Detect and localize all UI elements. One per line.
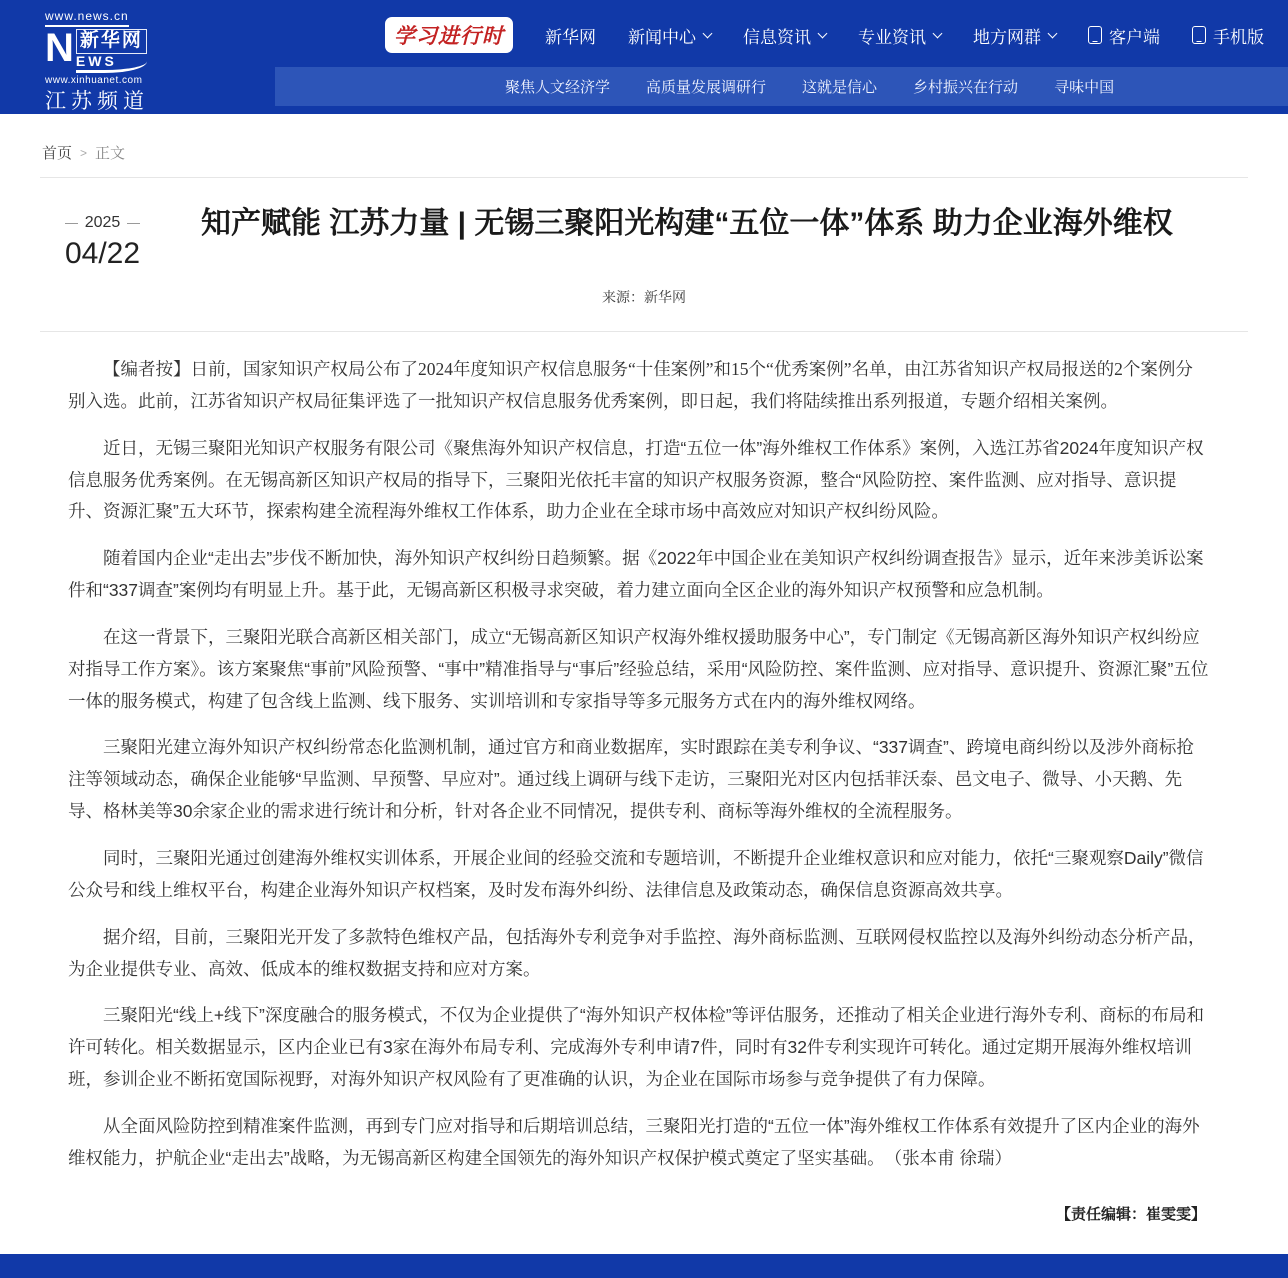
nav-item-label: 信息资讯 xyxy=(743,27,811,47)
subnav-item[interactable]: 这就是信心 xyxy=(802,79,878,96)
subnav-item[interactable]: 聚焦人文经济学 xyxy=(505,79,611,96)
xinhuanet-logo[interactable] xyxy=(45,7,149,128)
breadcrumb-home-link[interactable]: 首页 xyxy=(42,145,73,162)
article-body xyxy=(40,332,1248,1175)
nav-item[interactable] xyxy=(1192,23,1264,48)
chevron-down-icon xyxy=(933,28,943,38)
article-paragraph: 三聚阳光“线上+线下”深度融合的服务模式，不仅为企业提供了“海外知识产权体检”等评估服务，还推动了相关企业进行海外专利、商标的布局和许可转化。相关数据显示，区内企业已有3家在海外布局专利、完成海外专利申请7件，同时有32件专利实现许可转化。通过定期开展海外维权培训班，参训企业不断拓宽国际视野，对海外知识产权风险有了更准确的认识，为企业在国际市场参与竞争提供了有力保障。 xyxy=(68,1005,1205,1090)
article-paragraph: 同时，三聚阳光通过创建海外维权实训体系，开展企业间的经验交流和专题培训，不断提升企业维权意识和应对能力，依托“三聚观察Daily”微信公众号和线上维权平台，构建企业海外知识产权档案，及时发布海外纠纷、法律信息及政策动态，确保信息资源高效共享。 xyxy=(68,847,1204,900)
mobile-phone-icon xyxy=(1192,26,1206,44)
nav-item[interactable] xyxy=(743,23,826,48)
chevron-down-icon xyxy=(818,28,828,38)
main-content xyxy=(0,114,1288,1254)
article-paragraph: 近日，无锡三聚阳光知识产权服务有限公司《聚焦海外知识产权信息，打造“五位一体”海外维权工作体系》案例，入选江苏省2024年度知识产权信息服务优秀案例。在无锡高新区知识产权局的指导下，三聚阳光依托丰富的知识产权服务资源，整合“风险防控、案件监测、应对指导、意识提升、资源汇聚”五大环节，探索构建全流程海外维权工作体系，助力企业在全球市场中高效应对知识产权纠纷风险。 xyxy=(68,437,1204,522)
xuexi-jinxingshi-badge[interactable]: 学习进行时 xyxy=(385,17,513,53)
article-date-year: 2025 xyxy=(40,214,165,232)
article-paragraph: 据介绍，目前，三聚阳光开发了多款特色维权产品，包括海外专利竞争对手监控、海外商标监测、互联网侵权监控以及海外纠纷动态分析产品，为企业提供专业、高效、低成本的维权数据支持和应对方案。 xyxy=(68,926,1206,979)
breadcrumb-separator: > xyxy=(80,145,88,160)
logo-brand-cn: 新华网 xyxy=(76,29,147,54)
subnav-item[interactable]: 寻味中国 xyxy=(1054,79,1115,96)
channel-name: 江苏频道 xyxy=(45,90,149,114)
article-header xyxy=(40,178,1248,271)
nav-item[interactable] xyxy=(858,23,941,48)
nav-item[interactable] xyxy=(628,23,711,48)
article-paragraph: 随着国内企业“走出去”步伐不断加快，海外知识产权纠纷日趋频繁。据《2022年中国企业在美知识产权纠纷调查报告》显示，近年来涉美诉讼案件和“337调查”案例均有明显上升。基于此，无锡高新区积极寻求突破，着力建立面向全区企业的海外知识产权预警和应急机制。 xyxy=(68,548,1204,601)
subnav-item[interactable]: 乡村振兴在行动 xyxy=(913,79,1019,96)
article-paragraph: 三聚阳光建立海外知识产权纠纷常态化监测机制，通过官方和商业数据库，实时跟踪在美专利争议、“337调查”、跨境电商纠纷以及涉外商标抢注等领域动态，确保企业能够“早监测、早预警、早应对”。通过线上调研与线下走访，三聚阳光对区内包括菲沃泰、邑文电子、微导、小天鹅、先导、格林美等30余家企业的需求进行统计和分析，针对各企业不同情况，提供专利、商标等海外维权的全流程服务。 xyxy=(68,737,1194,822)
breadcrumb-current: 正文 xyxy=(95,145,126,162)
logo-url-top: www.news.cn xyxy=(45,10,129,27)
logo-letter-n: N xyxy=(45,26,74,71)
subnav-band xyxy=(275,67,1288,106)
chevron-down-icon xyxy=(1048,28,1058,38)
nav-item-label: 手机版 xyxy=(1213,27,1264,47)
breadcrumb xyxy=(40,114,1248,178)
article-source: 来源：新华网 xyxy=(602,289,686,305)
nav-item-label: 新闻中心 xyxy=(628,27,696,47)
main-nav xyxy=(545,23,1264,48)
logo-letters-ews: EWS xyxy=(76,54,147,73)
chevron-down-icon xyxy=(703,28,713,38)
nav-item-label: 地方网群 xyxy=(973,27,1041,47)
article-date-day: 04/22 xyxy=(64,237,141,270)
editor-credit: 【责任编辑：崔雯雯】 xyxy=(1055,1205,1206,1223)
channel-url: js.xinhuanet.com xyxy=(45,116,129,128)
article-title: 知产赋能 江苏力量 | 无锡三聚阳光构建“五位一体”体系 助力企业海外维权 xyxy=(201,207,1173,240)
article-paragraph: 【编者按】日前，国家知识产权局公布了2024年度知识产权信息服务“十佳案例”和15个“优秀案例”名单，由江苏省知识产权局报送的2个案例分别入选。此前，江苏省知识产权局征集评选了一批知识产权信息服务优秀案例，即日起，我们将陆续推出系列报道，专题介绍相关案例。 xyxy=(68,359,1193,411)
subnav-item[interactable]: 高质量发展调研行 xyxy=(646,79,767,96)
article-paragraph: 从全面风险防控到精准案件监测，再到专门应对指导和后期培训总结，三聚阳光打造的“五位一体”海外维权工作体系有效提升了区内企业的海外维权能力，护航企业“走出去”战略，为无锡高新区构建全国领先的海外知识产权保护模式奠定了坚实基础。 （张本甫 徐瑞） xyxy=(68,1115,1200,1168)
main-nav-area xyxy=(385,18,1264,52)
news-logo xyxy=(45,26,149,73)
footer-bar xyxy=(0,1254,1288,1278)
nav-item[interactable] xyxy=(545,23,596,48)
app-client-icon xyxy=(1088,26,1102,44)
nav-item-label: 专业资讯 xyxy=(858,27,926,47)
nav-item-label: 客户端 xyxy=(1109,27,1160,47)
site-header xyxy=(0,0,1288,128)
article-paragraph: 在这一背景下，三聚阳光联合高新区相关部门，成立“无锡高新区知识产权海外维权援助服务中心”，专门制定《无锡高新区海外知识产权纠纷应对指导工作方案》。该方案聚焦“事前”风险预警、“事中”精准指导与“事后”经验总结，采用“风险防控、案件监测、应对指导、意识提升、资源汇聚”五位一体的服务模式，构建了包含线上监测、线下服务、实训培训和专家指导等多元服务方式在内的海外维权网络。 xyxy=(68,626,1209,711)
logo-url-main: www.xinhuanet.com xyxy=(45,75,143,87)
nav-item[interactable] xyxy=(1088,23,1160,48)
nav-item-label: 新华网 xyxy=(545,27,596,47)
nav-item[interactable] xyxy=(973,23,1056,48)
article-date xyxy=(40,204,165,271)
